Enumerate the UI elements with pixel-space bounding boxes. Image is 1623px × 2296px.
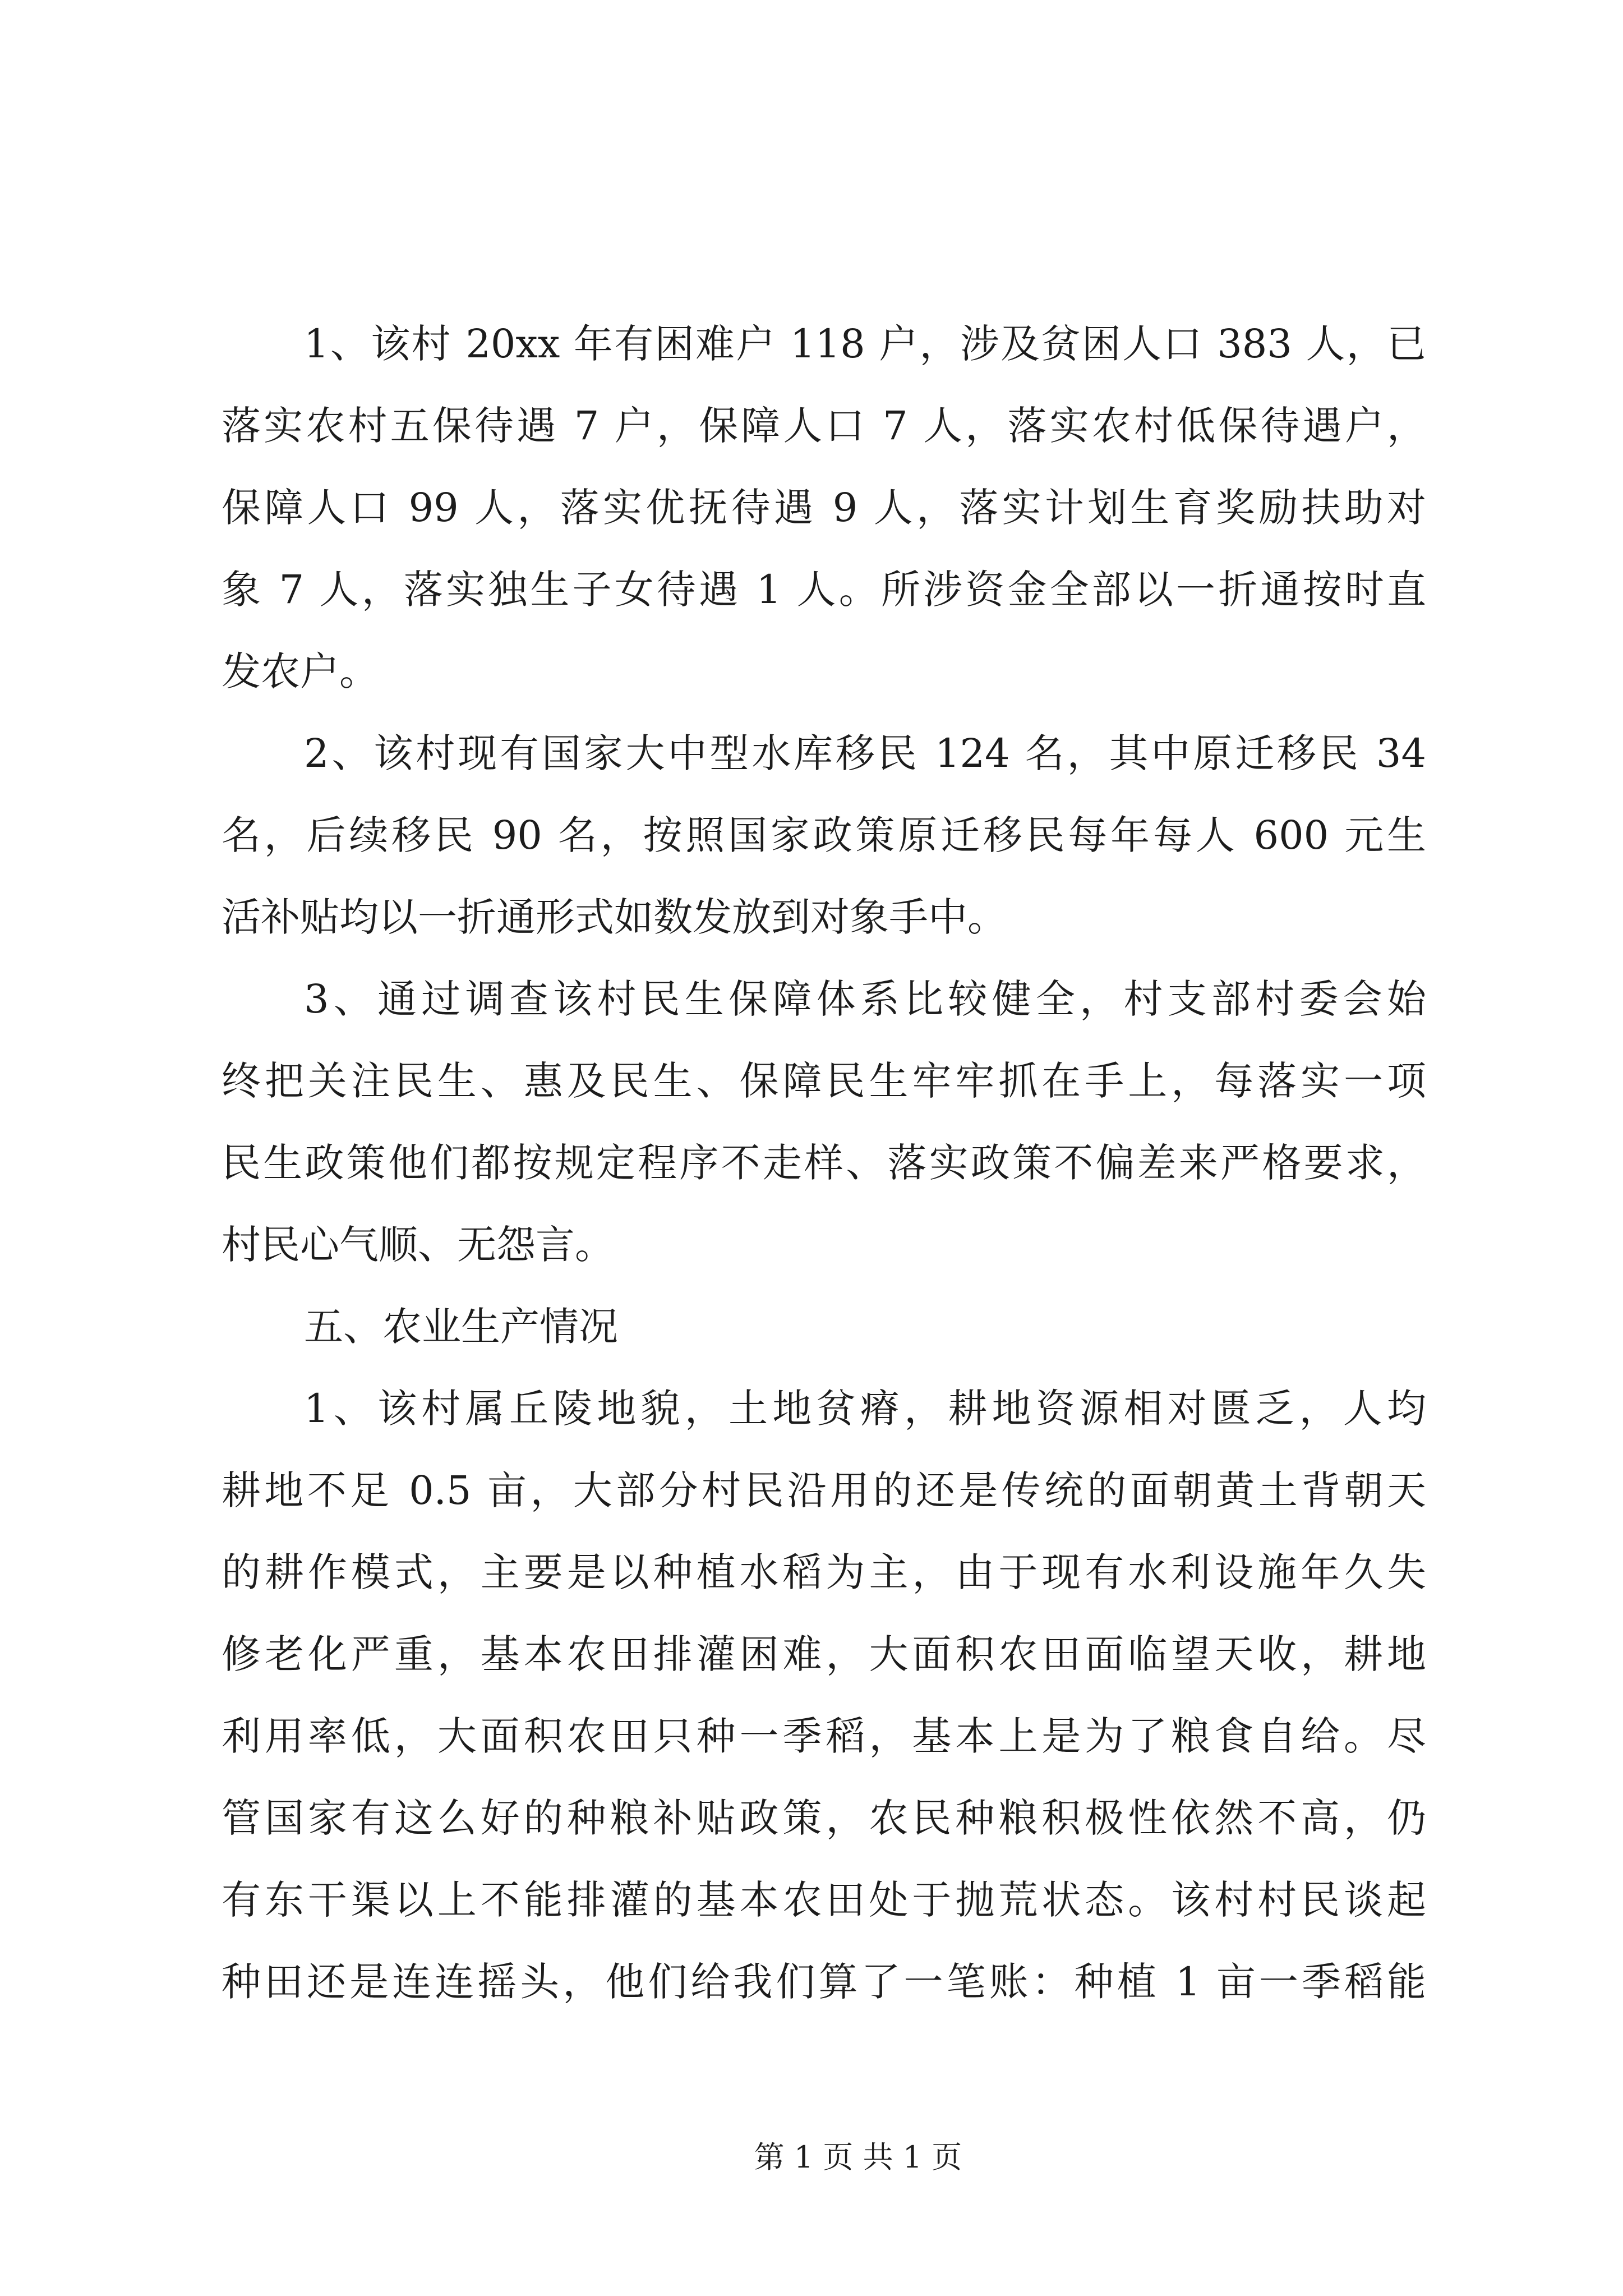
paragraph-line: 种田还是连连摇头，他们给我们算了一笔账：种植 1 亩一季稻能 <box>222 1959 1426 2005</box>
paragraph-line: 发农户。 <box>222 648 379 694</box>
paragraph <box>222 712 1426 958</box>
paragraph-line: 1、该村 20xx 年有困难户 118 户，涉及贫困人口 383 人，已 <box>304 321 1426 367</box>
paragraph-line: 2、该村现有国家大中型水库移民 124 名，其中原迁移民 34 <box>304 730 1426 776</box>
paragraph-line: 象 7 人，落实独生子女待遇 1 人。所涉资金全部以一折通按时直 <box>222 567 1426 613</box>
paragraph <box>222 303 1426 712</box>
section-heading: 五、农业生产情况 <box>304 1304 618 1350</box>
paragraph <box>222 1368 1426 2023</box>
document-body <box>222 303 1426 2023</box>
paragraph-line: 耕地不足 0.5 亩，大部分村民沿用的还是传统的面朝黄土背朝天 <box>222 1467 1426 1513</box>
paragraph-line: 名，后续移民 90 名，按照国家政策原迁移民每年每人 600 元生 <box>222 812 1426 858</box>
paragraph-line: 终把关注民生、惠及民生、保障民生牢牢抓在手上，每落实一项 <box>222 1058 1426 1104</box>
paragraph-line: 保障人口 99 人，落实优抚待遇 9 人，落实计划生育奖励扶助对 <box>222 485 1426 531</box>
paragraph-line: 有东干渠以上不能排灌的基本农田处于抛荒状态。该村村民谈起 <box>222 1877 1426 1923</box>
paragraph <box>222 958 1426 1286</box>
paragraph-line: 落实农村五保待遇 7 户，保障人口 7 人，落实农村低保待遇户， <box>222 403 1426 449</box>
paragraph-line: 村民心气顺、无怨言。 <box>222 1222 614 1268</box>
paragraph-line: 1、该村属丘陵地貌，土地贫瘠，耕地资源相对匮乏，人均 <box>304 1386 1426 1432</box>
paragraph-line: 利用率低，大面积农田只种一季稻，基本上是为了粮食自给。尽 <box>222 1713 1426 1759</box>
paragraph-line: 修老化严重，基本农田排灌困难，大面积农田面临望天收，耕地 <box>222 1631 1426 1677</box>
paragraph-line: 3、通过调查该村民生保障体系比较健全，村支部村委会始 <box>304 976 1426 1022</box>
paragraph-line: 民生政策他们都按规定程序不走样、落实政策不偏差来严格要求， <box>222 1140 1426 1186</box>
paragraph-line: 活补贴均以一折通形式如数发放到对象手中。 <box>222 894 1007 940</box>
paragraph-line: 管国家有这么好的种粮补贴政策，农民种粮积极性依然不高，仍 <box>222 1795 1426 1841</box>
paragraph-line: 的耕作模式，主要是以种植水稻为主，由于现有水利设施年久失 <box>222 1549 1426 1595</box>
page-number-footer: 第 1 页 共 1 页 <box>754 2139 962 2175</box>
